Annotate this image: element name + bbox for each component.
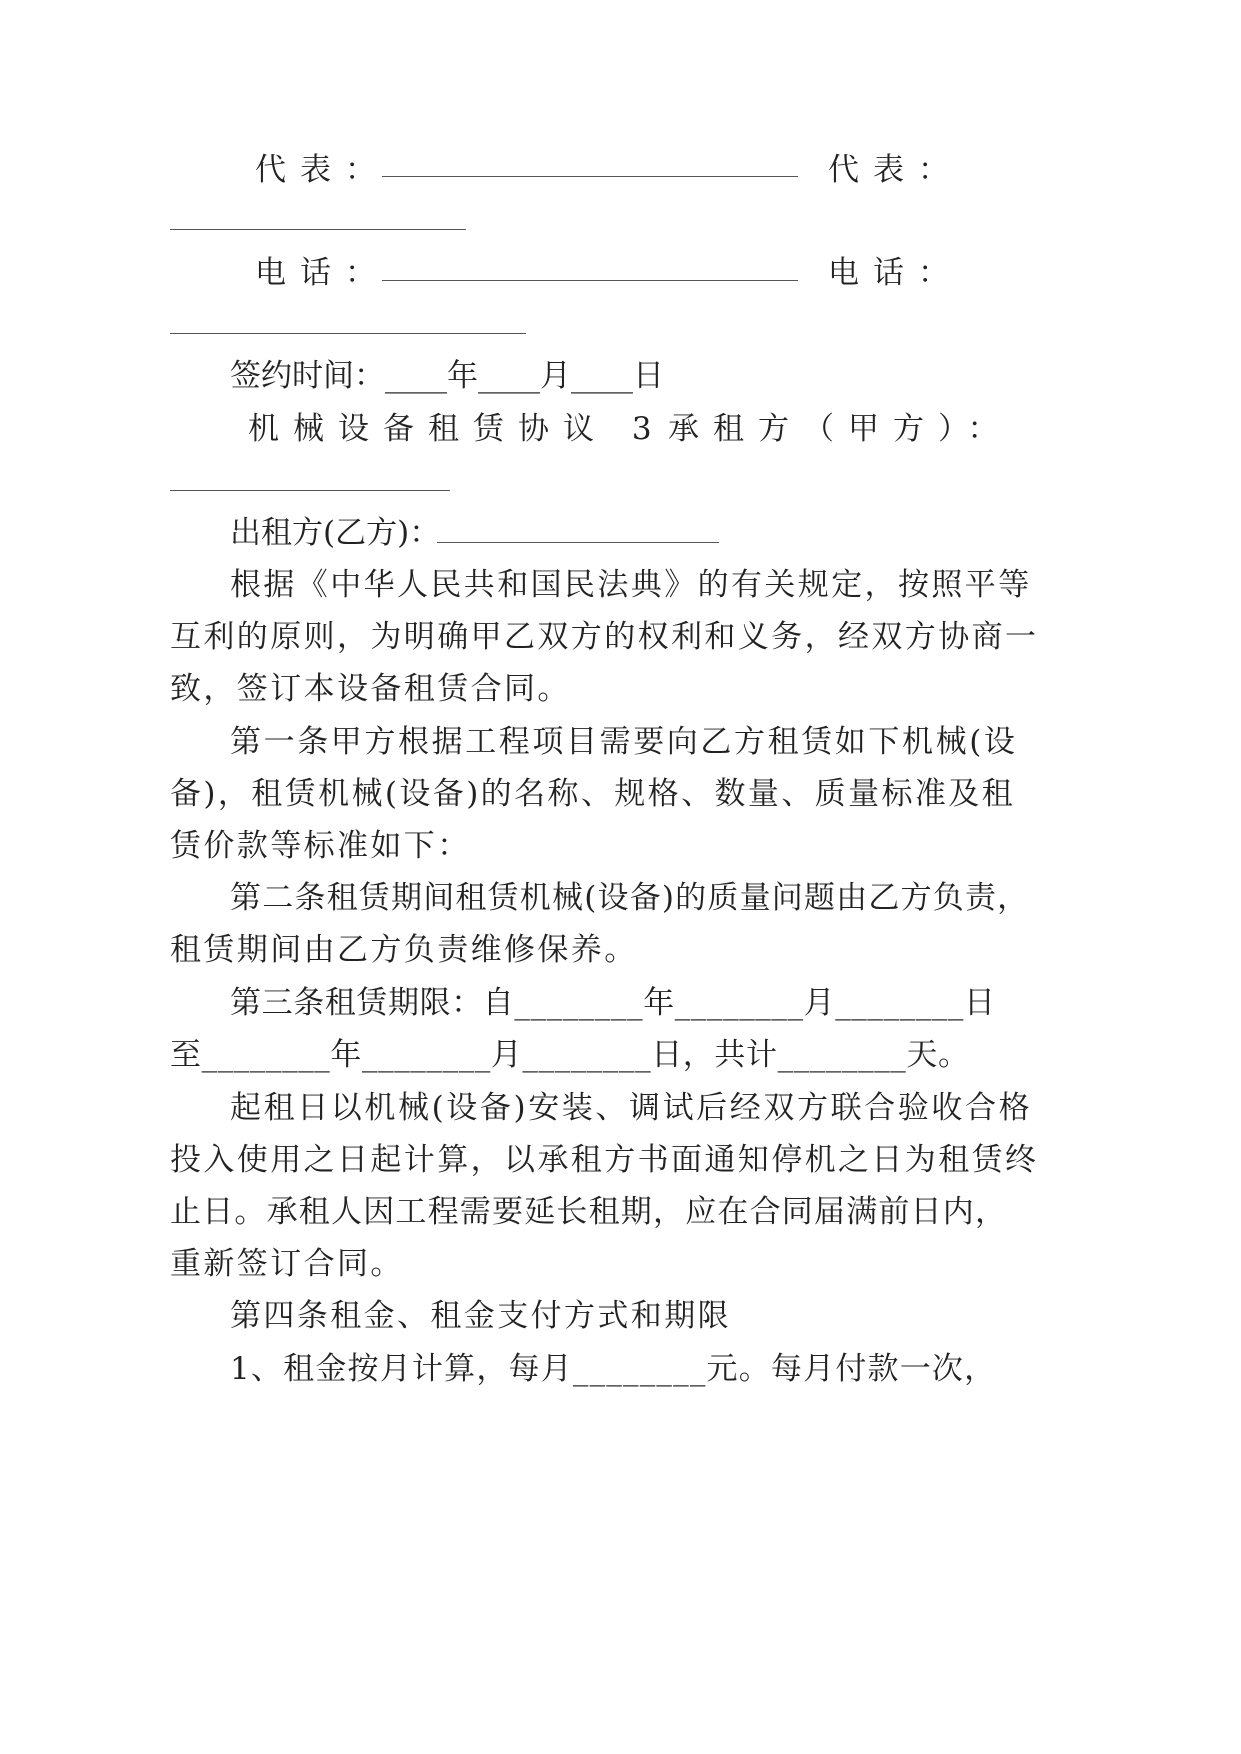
body-line: 根据《中华人民共和国民法典》的有关规定，按照平等 [230,567,1032,603]
phone-label-left: 电话： [255,255,390,291]
lessor-blank [437,542,719,543]
phone-label-right: 电话： [828,255,963,291]
body-line: 至________年________月________日，共计________天。 [170,1037,970,1073]
phone-blank-left [382,280,798,281]
lessee-label: 承租方（甲方）： [668,411,1013,447]
body-line: 1、租金按月计算，每月________元。每月付款一次， [230,1351,997,1387]
lessee-blank [170,490,450,491]
phone-blank-right [170,333,526,334]
body-line: 起租日以机械(设备)安装、调试后经双方联合验收合格 [230,1090,1033,1126]
body-line: 互利的原则，为明确甲乙双方的权利和义务，经双方协商一 [170,619,1039,655]
body-line: 第三条租赁期限：自________年________月________日 [230,985,996,1021]
body-line: 第四条租金、租金支付方式和期限 [230,1298,731,1334]
sign-date: 签约时间：____年____月____日 [230,358,664,394]
rep-blank-right [170,229,466,230]
body-line: 第二条租赁期间租赁机械(设备)的质量问题由乙方负责， [230,880,1030,916]
contract-title: 机械设备租赁协议 3 [248,411,666,447]
body-line: 租赁期间由乙方负责维修保养。 [170,932,638,968]
rep-label-left: 代表： [255,152,390,188]
rep-label-right: 代表： [828,152,963,188]
body-line: 第一条甲方根据工程项目需要向乙方租赁如下机械(设 [230,724,1018,760]
lessor-label: 出租方(乙方)： [230,515,441,551]
body-line: 备)，租赁机械(设备)的名称、规格、数量、质量标准及租 [170,776,1016,812]
body-line: 投入使用之日起计算，以承租方书面通知停机之日为租赁终 [170,1142,1039,1178]
body-line: 重新签订合同。 [170,1246,404,1282]
body-line: 止日。承租人因工程需要延长租期，应在合同届满前日内， [170,1194,1008,1230]
body-line: 致，签订本设备租赁合同。 [170,671,571,707]
rep-blank-left [382,176,798,177]
body-line: 赁价款等标准如下： [170,828,471,864]
